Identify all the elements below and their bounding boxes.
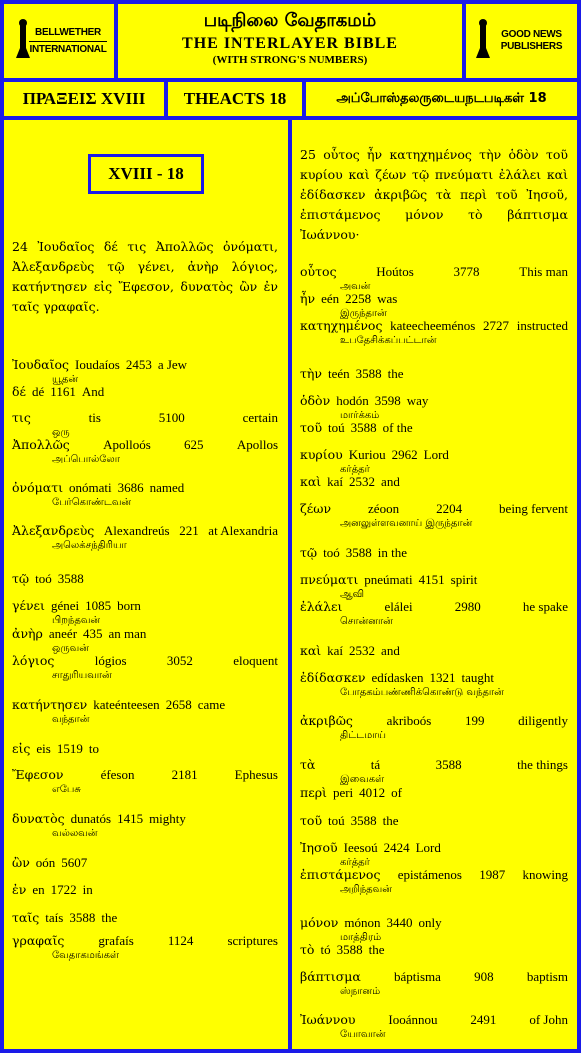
title-block [118,4,462,78]
word-num: 4012 [359,785,386,800]
word-translit: epistámenos [397,867,462,882]
word-num: 1085 [85,598,112,613]
word-entry [12,626,278,656]
word-entry [12,357,278,387]
word-entry [12,598,278,628]
word-num: 221 [179,523,199,538]
title-tamil: படிநிலை வேதாகமம் [203,10,377,31]
word-entry [300,813,568,829]
torch-figure-icon [14,18,32,58]
word-greek: τὴν [300,366,323,381]
word-tamil: இருந்தான் [340,308,387,319]
word-english: And [81,384,105,399]
word-tamil: பேர்கொண்டவன் [52,497,132,508]
word-entry [300,713,568,743]
word-tamil: யூதன் [52,374,79,385]
word-entry [12,910,278,926]
word-num: 5100 [158,410,185,425]
word-entry [300,643,568,659]
word-english: born [117,598,141,613]
word-num: 5607 [61,855,88,870]
word-greek: ἐπιστάμενος [300,867,381,882]
word-translit: taís [45,910,64,925]
word-greek: Ἔφεσον [12,767,64,782]
word-greek: ἦν [300,291,316,306]
word-english: the [387,366,404,381]
word-greek: ταῖς [12,910,40,925]
english-book-title: THEACTS 18 [168,82,302,116]
word-english: instructed [516,318,568,333]
word-translit: dé [32,384,45,399]
word-greek: εἰς [12,741,31,756]
word-english: Ephesus [234,767,278,782]
word-tamil: யோவான் [340,1029,386,1040]
word-num: 1415 [117,811,144,826]
word-tamil: எபேசு [52,784,81,795]
word-num: 3588 [336,942,363,957]
word-translit: mónon [344,915,381,930]
word-translit: tá [370,757,381,772]
word-greek: κυρίου [300,447,343,462]
word-entry [300,840,568,870]
word-english: the [101,910,118,925]
word-translit: elálei [384,599,413,614]
greek-book-title: ΠΡΑΞΕΙΣ XVIII [4,82,164,116]
left-logo-line2: INTERNATIONAL [29,43,107,55]
word-greek: λόγιος [12,653,55,668]
word-num: 2962 [391,447,418,462]
word-english: Lord [423,447,449,462]
word-entry [12,855,278,871]
word-translit: hodón [336,393,369,408]
word-english: way [406,393,429,408]
word-num: 3052 [166,653,193,668]
word-english: This man [519,264,568,279]
word-num: 3440 [386,915,413,930]
word-greek: τῷ [300,545,318,560]
subtitle: (WITH STRONG'S NUMBERS) [212,54,368,66]
word-translit: zéoon [368,501,400,516]
word-num: 2204 [436,501,463,516]
word-translit: Hoútos [376,264,414,279]
word-num: 1987 [479,867,506,882]
right-logo-line2: PUBLISHERS [500,41,563,52]
word-entry [12,741,278,757]
word-translit: eén [321,291,340,306]
word-tamil: மார்க்கம் [340,410,380,421]
word-greek: Ἀπολλῶς [12,437,70,452]
word-greek: δέ [12,384,27,399]
word-translit: en [32,882,45,897]
word-num: 3588 [350,813,377,828]
word-tamil: அனலுள்ளவனாய் இருந்தான் [340,518,473,529]
word-greek: γένει [12,598,45,613]
word-translit: teén [328,366,350,381]
word-english: and [381,643,400,658]
bellwether-logo [4,4,114,78]
word-num: 2491 [470,1012,497,1027]
word-num: 3686 [117,480,144,495]
word-translit: oón [35,855,56,870]
word-translit: kateénteesen [93,697,160,712]
right-logo-line1: GOOD NEWS [501,29,562,40]
word-greek: Ἰωάννου [300,1012,356,1027]
word-num: 2424 [383,840,410,855]
word-num: 1124 [167,933,194,948]
chapter-box: XVIII - 18 [88,154,204,194]
word-english: certain [242,410,278,425]
word-entry [12,933,278,963]
word-entry [300,447,568,477]
word-tamil: சொன்னான் [340,616,393,627]
word-translit: lógios [94,653,127,668]
word-greek: ὢν [12,855,30,870]
word-entry [300,1012,568,1042]
word-greek: Ἰουδαῖος [12,357,70,372]
word-entry [12,653,278,683]
word-translit: Apolloós [103,437,151,452]
word-greek: κατηχημένος [300,318,383,333]
left-logo-line1: BELLWETHER [35,26,101,38]
word-num: 3588 [345,545,372,560]
word-entry [12,523,278,553]
word-translit: edídasken [371,670,424,685]
word-translit: dunatós [70,811,112,826]
word-entry [300,599,568,629]
word-tamil: போதகம்பண்ணிக்கொண்டு வந்தான் [340,687,504,698]
word-greek: ἐν [12,882,27,897]
word-english: of [391,785,403,800]
word-num: 3588 [355,366,382,381]
word-translit: kateecheeménos [390,318,476,333]
word-greek: πνεύματι [300,572,359,587]
word-tamil: வேதாகமங்கள் [52,950,120,961]
word-num: 1722 [50,882,77,897]
word-translit: Kuriou [348,447,386,462]
word-english: in the [377,545,407,560]
word-translit: pneúmati [364,572,413,587]
title-english: THE INTERLAYER BIBLE [182,35,398,52]
word-translit: Ieesoú [343,840,378,855]
word-tamil: வல்லவன் [52,828,98,839]
word-greek: ζέων [300,501,332,516]
word-greek: ἐλάλει [300,599,343,614]
verse-25: 25 οὗτος ἦν κατηχημένος τὴν ὁδὸν τοῦ κυρίου καὶ ζέων τῷ πνεύματι ἐλάλει καὶ ἐδίδασκεν ἀκριβῶς τὰ περὶ τοῦ Ἰησοῦ, ἐπιστάμενος μόνον τὸ βάπτισμα Ἰωάννου· [300,147,568,242]
word-english: diligently [518,713,568,728]
word-entry [300,318,568,348]
word-tamil: ஸ்நானம் [340,986,381,997]
word-entry [300,572,568,602]
word-translit: eis [36,741,51,756]
word-english: the [368,942,385,957]
good-news-logo [466,4,577,78]
word-entry [12,767,278,797]
word-greek: μόνον [300,915,339,930]
word-tamil: சாதுரியவான் [52,670,112,681]
verse-24: 24 Ἰουδαῖος δέ τις Ἀπολλῶς ὀνόματι, Ἀλεξανδρεὺς τῷ γένει, ἀνὴρ λόγιος, κατήντησεν εἰς Ἔφεσον, δυνατὸς ὢν ἐν ταῖς γραφαῖς. [12,239,278,314]
word-entry [300,420,568,436]
word-greek: οὗτος [300,264,337,279]
word-english: scriptures [227,933,278,948]
word-entry [12,882,278,898]
word-greek: τοῦ [300,813,323,828]
word-english: eloquent [233,653,278,668]
word-entry [12,480,278,510]
word-num: 2181 [171,767,198,782]
word-num: 199 [465,713,485,728]
word-translit: tó [320,942,331,957]
word-num: 435 [83,626,103,641]
word-tamil: ஒரு [52,427,70,438]
word-entry [300,366,568,382]
word-greek: τὰ [300,757,316,772]
word-tamil: கர்த்தர் [340,464,370,475]
word-num: 3588 [350,420,377,435]
word-english: he spake [522,599,568,614]
word-tamil: இவைகள் [340,774,385,785]
word-translit: Alexandreús [103,523,170,538]
word-num: 1321 [429,670,456,685]
word-tamil: அறிந்தவன் [340,884,392,895]
word-num: 1519 [56,741,83,756]
word-translit: aneér [48,626,78,641]
word-greek: τοῦ [300,420,323,435]
word-english: only [418,915,442,930]
word-greek: τὸ [300,942,315,957]
word-entry [12,571,278,587]
word-english: spirit [450,572,478,587]
word-translit: kaí [327,643,344,658]
word-greek: Ἰησοῦ [300,840,338,855]
word-num: 3588 [435,757,462,772]
word-tamil: உபதேசிக்கப்பட்டான் [340,335,437,346]
word-english: baptism [526,969,568,984]
word-english: taught [461,670,495,685]
word-num: 3588 [69,910,96,925]
word-english: of John [529,1012,568,1027]
word-english: the things [517,757,568,772]
word-num: 3778 [453,264,480,279]
word-tamil: அப்பொல்லோ [52,454,120,465]
word-entry [300,264,568,294]
tamil-book-title: அப்போஸ்தலருடையநடபடிகள் 18 [306,82,577,116]
word-entry [12,410,278,440]
word-num: 2532 [349,643,376,658]
word-greek: τῷ [12,571,30,586]
word-entry [300,474,568,490]
word-entry [300,501,568,531]
word-greek: κατήντησεν [12,697,88,712]
word-translit: toó [35,571,52,586]
word-translit: Ioudaíos [75,357,120,372]
word-num: 2258 [345,291,372,306]
word-translit: toú [328,420,345,435]
word-greek: ἐδίδασκεν [300,670,366,685]
word-tamil: அலெக்சந்திரியா [52,540,127,551]
word-english: of the [382,420,413,435]
word-english: Lord [415,840,441,855]
word-english: mighty [149,811,186,826]
word-greek: γραφαῖς [12,933,65,948]
word-entry [12,437,278,467]
word-greek: τις [12,410,31,425]
word-entry [300,915,568,945]
word-entry [12,697,278,727]
word-translit: báptisma [394,969,441,984]
word-num: 2532 [349,474,376,489]
word-num: 3588 [57,571,84,586]
word-english: Apollos [236,437,278,452]
word-entry [300,969,568,999]
word-english: in [82,882,93,897]
word-english: was [377,291,398,306]
word-greek: βάπτισμα [300,969,361,984]
word-num: 4151 [418,572,445,587]
word-tamil: ஆவி [340,589,365,600]
word-english: at Alexandria [208,523,278,538]
word-translit: toó [323,545,340,560]
word-num: 1161 [50,384,76,399]
word-entry [300,393,568,423]
word-entry [300,867,568,897]
word-entry [300,670,568,700]
word-entry [300,545,568,561]
word-entry [300,291,568,321]
word-num: 3598 [374,393,401,408]
word-english: a Jew [157,357,188,372]
word-greek: καὶ [300,474,322,489]
word-translit: akriboós [386,713,432,728]
word-translit: onómati [69,480,112,495]
word-english: the [382,813,399,828]
word-translit: éfeson [100,767,135,782]
word-tamil: திட்டமாய் [340,730,386,741]
word-entry [12,811,278,841]
word-english: being fervent [499,501,568,516]
word-entry [12,384,278,400]
word-english: and [381,474,400,489]
word-num: 2453 [125,357,152,372]
word-greek: ὁδὸν [300,393,331,408]
word-translit: tis [88,410,101,425]
word-tamil: அவன் [340,281,371,292]
word-translit: génei [50,598,80,613]
word-translit: Iooánnou [388,1012,438,1027]
word-num: 625 [184,437,204,452]
word-entry [300,942,568,958]
word-english: knowing [522,867,568,882]
word-greek: ἀκριβῶς [300,713,353,728]
word-greek: περὶ [300,785,327,800]
word-entry [300,757,568,787]
word-greek: δυνατὸς [12,811,65,826]
word-greek: καὶ [300,643,322,658]
word-english: came [197,697,226,712]
word-num: 2658 [165,697,192,712]
word-tamil: மாத்திரம் [340,932,382,943]
word-english: an man [108,626,147,641]
word-english: named [149,480,185,495]
word-tamil: ஒருவன் [52,643,89,654]
word-tamil: பிறந்தவன் [52,615,101,626]
word-greek: ὀνόματι [12,480,64,495]
word-translit: peri [332,785,354,800]
word-num: 908 [474,969,494,984]
word-translit: grafaís [98,933,134,948]
word-entry [300,785,568,801]
torch-figure-icon [474,18,492,58]
word-tamil: கர்த்தர் [340,857,370,868]
word-translit: toú [328,813,345,828]
word-num: 2727 [483,318,510,333]
word-translit: kaí [327,474,344,489]
word-tamil: வந்தான் [52,714,90,725]
word-num: 2980 [454,599,481,614]
word-english: to [88,741,99,756]
word-greek: ἀνὴρ [12,626,43,641]
word-greek: Ἀλεξανδρεὺς [12,523,95,538]
